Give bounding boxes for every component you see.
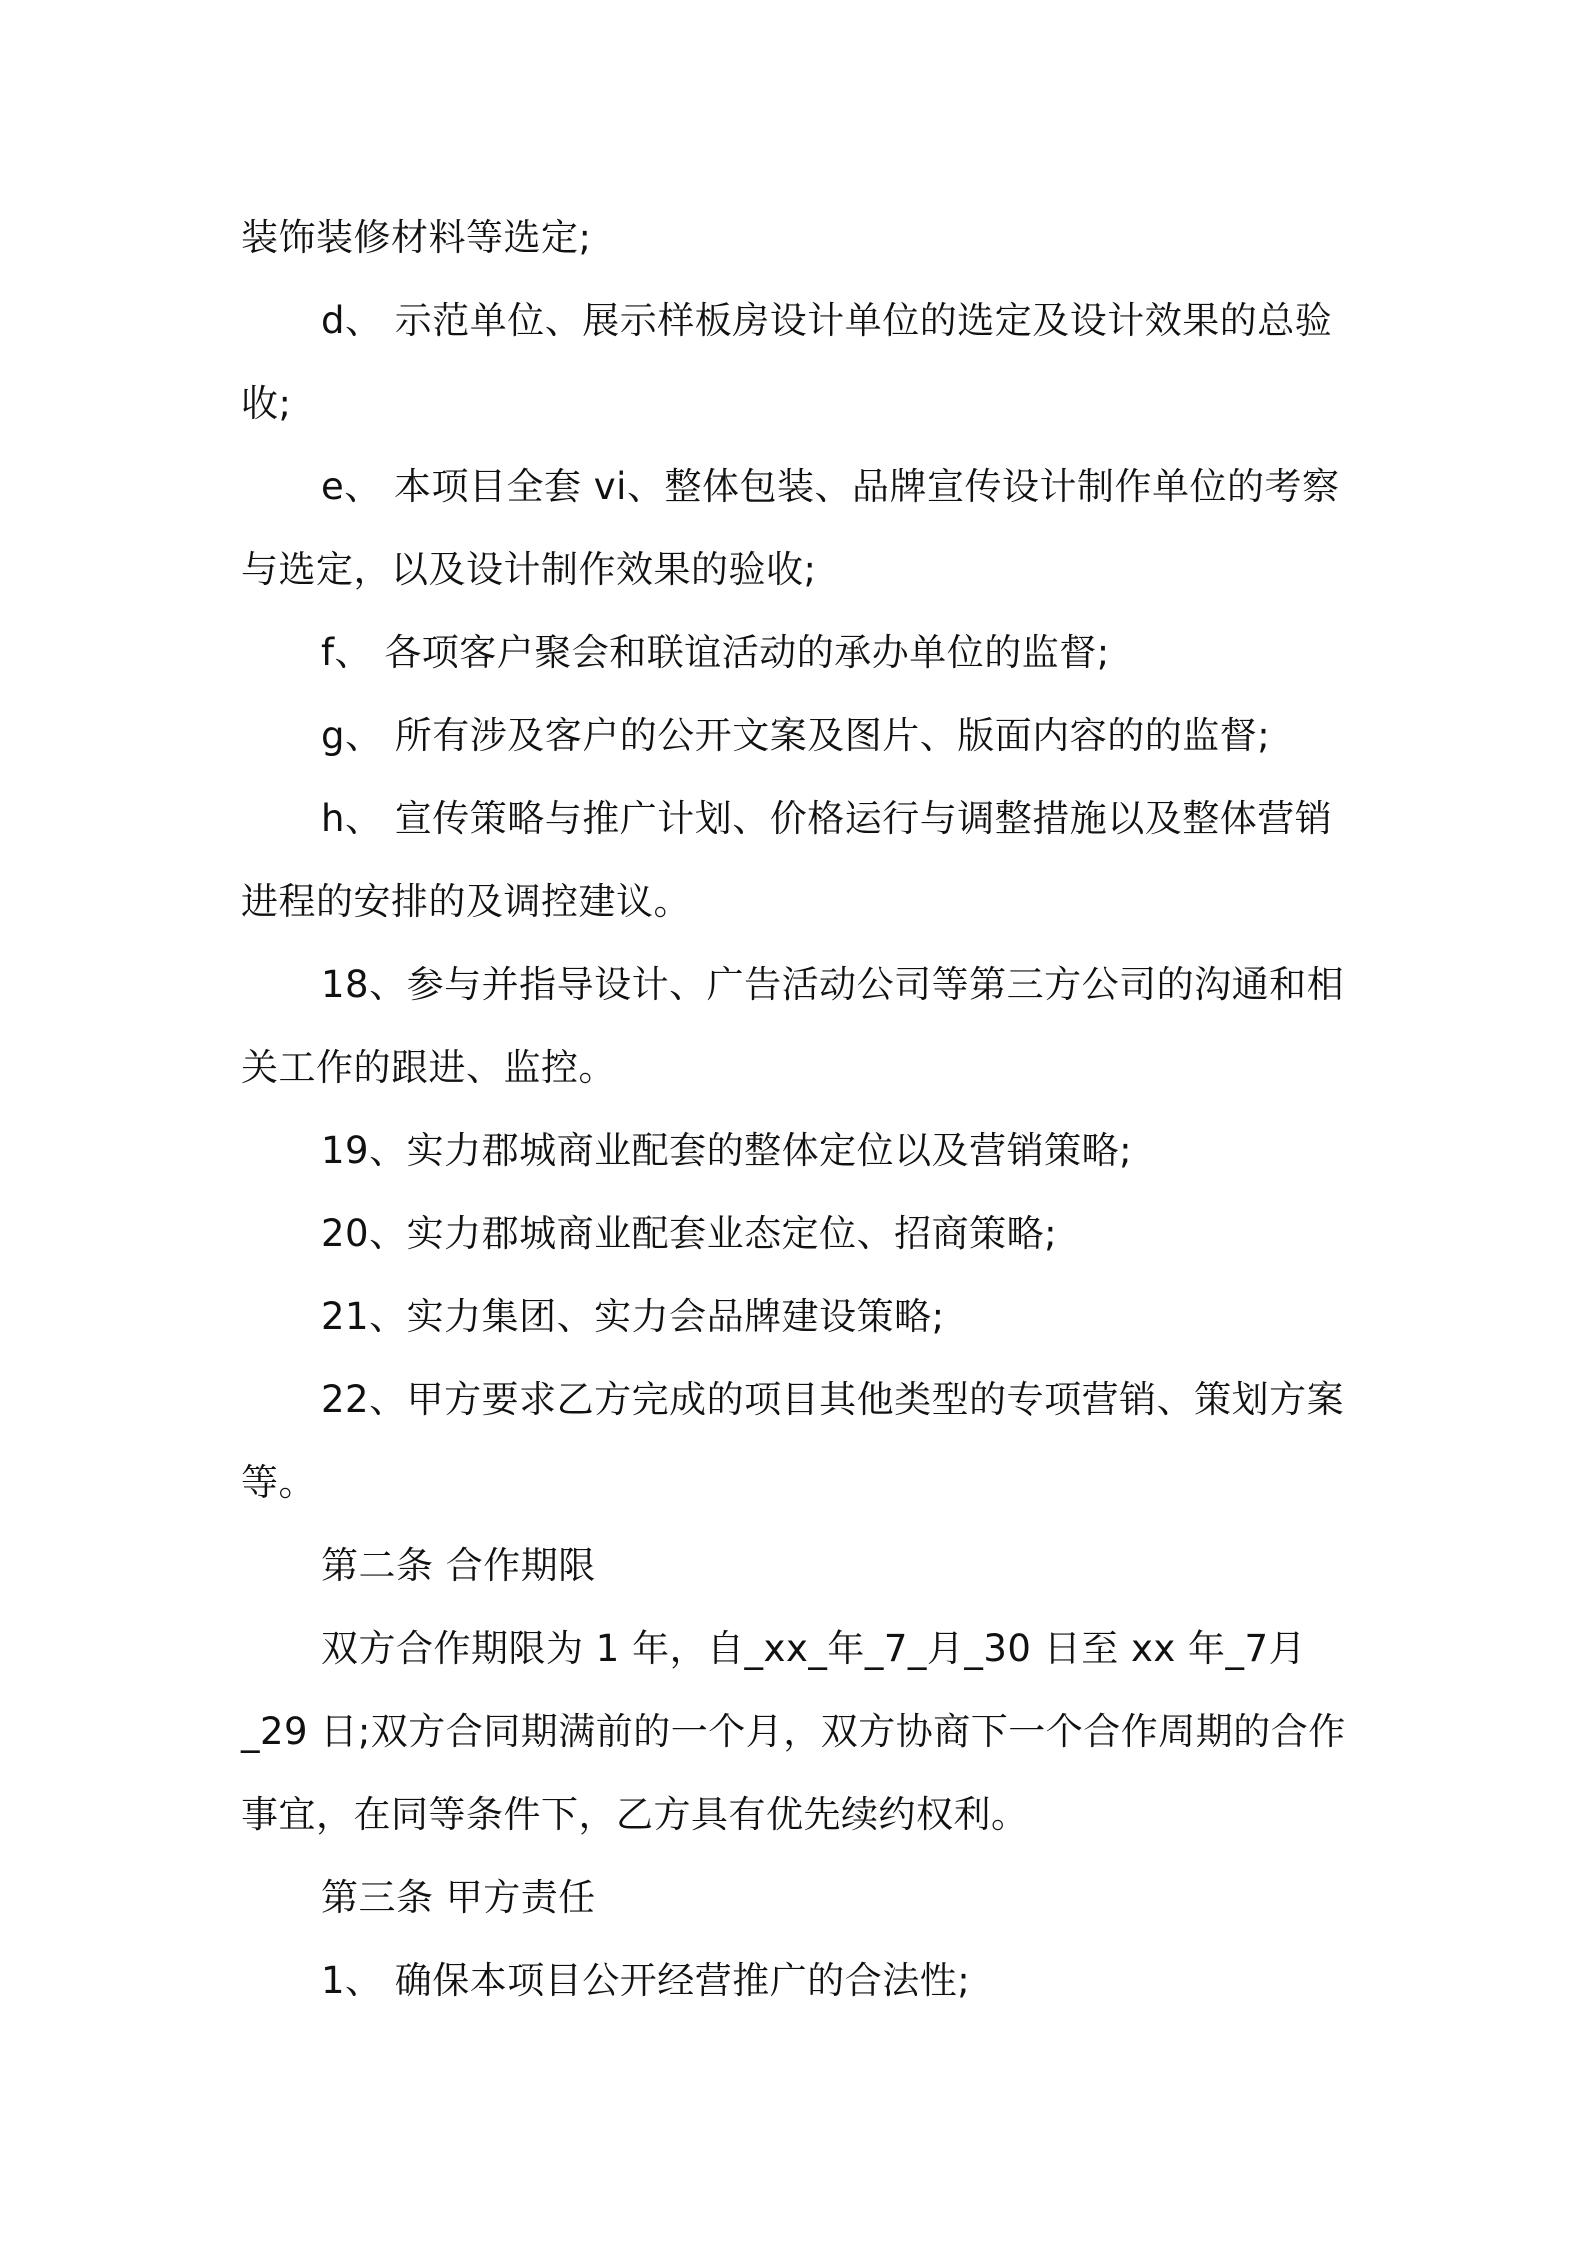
paragraph-materials-selection: 装饰装修材料等选定; [241, 216, 592, 259]
paragraph-item-19: 19、实力郡城商业配套的整体定位以及营销策略; [321, 1129, 1133, 1172]
paragraph-item-d: d、 示范单位、展示样板房设计单位的选定及设计效果的总验收; [241, 299, 1333, 425]
paragraph-item-f: f、 各项客户聚会和联谊活动的承办单位的监督; [321, 631, 1110, 674]
paragraph-item-g: g、 所有涉及客户的公开文案及图片、版面内容的的监督; [321, 714, 1271, 757]
paragraph-party-a-item-1: 1、 确保本项目公开经营推广的合法性; [321, 1959, 971, 2002]
paragraph-item-18: 18、参与并指导设计、广告活动公司等第三方公司的沟通和相关工作的跟进、监控。 [241, 963, 1345, 1089]
paragraph-cooperation-term: 双方合作期限为 1 年，自_xx_年_7_月_30 日至 xx 年_7月_29 日;双方合同期满前的一个月，双方协商下一个合作周期的合作事宜，在同等条件下，乙方具有优先续约权利。 [241, 1627, 1346, 1836]
paragraph-item-22: 22、甲方要求乙方完成的项目其他类型的专项营销、策划方案等。 [241, 1378, 1345, 1504]
paragraph-item-20: 20、实力郡城商业配套业态定位、招商策略; [321, 1212, 1058, 1255]
section-heading-article-2: 第二条 合作期限 [321, 1544, 596, 1587]
paragraph-item-e: e、 本项目全套 vi、整体包装、品牌宣传设计制作单位的考察与选定，以及设计制作效果的验收; [241, 465, 1340, 591]
document-page [241, 196, 1353, 2022]
section-heading-article-3: 第三条 甲方责任 [321, 1876, 596, 1919]
paragraph-item-21: 21、实力集团、实力会品牌建设策略; [321, 1295, 945, 1338]
paragraph-item-h: h、 宣传策略与推广计划、价格运行与调整措施以及整体营销进程的安排的及调控建议。 [241, 797, 1333, 923]
